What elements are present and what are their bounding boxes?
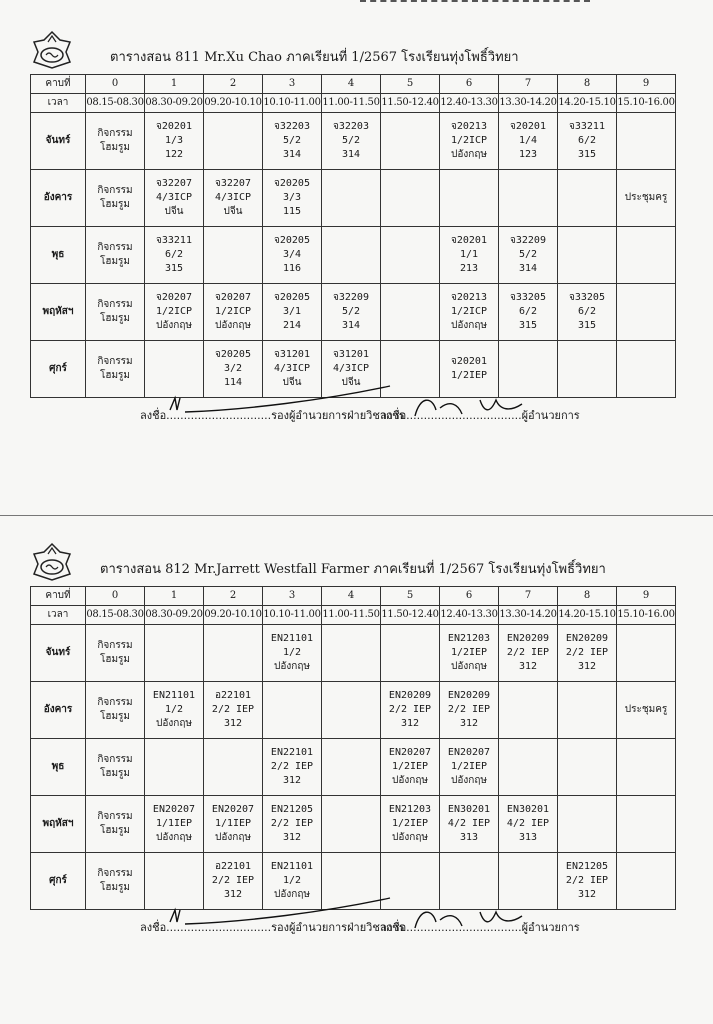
class-cell: EN30201 4/2 IEP 313 xyxy=(440,796,499,853)
class-cell xyxy=(381,227,440,284)
signature-director-label: ลงชื่อ.................................ผู้อำนวยการ xyxy=(380,921,580,934)
signature-director-label: ลงชื่อ.................................ผู้อำนวยการ xyxy=(380,409,580,422)
class-cell: จ32207 4/3ICP ปจีน xyxy=(204,170,263,227)
period-number: 9 xyxy=(617,587,676,606)
day-name: พฤหัสฯ xyxy=(31,284,86,341)
period-number: 0 xyxy=(86,75,145,94)
class-cell: กิจกรรม โฮมรูม xyxy=(86,739,145,796)
class-cell: กิจกรรม โฮมรูม xyxy=(86,341,145,398)
class-cell xyxy=(145,625,204,682)
class-cell xyxy=(263,682,322,739)
day-name: จันทร์ xyxy=(31,625,86,682)
school-emblem-icon xyxy=(30,542,74,582)
school-emblem-icon xyxy=(30,30,74,70)
class-cell: EN21101 1/2 ปอังกฤษ xyxy=(263,625,322,682)
day-name: ศุกร์ xyxy=(31,341,86,398)
class-cell: จ20205 3/3 115 xyxy=(263,170,322,227)
class-cell xyxy=(617,625,676,682)
class-cell xyxy=(204,227,263,284)
class-cell xyxy=(558,796,617,853)
period-number: 4 xyxy=(322,587,381,606)
class-cell: ประชุมครู xyxy=(617,170,676,227)
class-cell xyxy=(617,227,676,284)
period-time: 13.30-14.20 xyxy=(499,94,558,113)
class-cell xyxy=(322,739,381,796)
period-number: 5 xyxy=(381,75,440,94)
timetable-title: ตารางสอน 812 Mr.Jarrett Westfall Farmer ภาคเรียนที่ 1/2567 โรงเรียนทุ่งโพธิ์วิทยา xyxy=(100,562,606,577)
period-time: 10.10-11.00 xyxy=(263,606,322,625)
period-number: 1 xyxy=(145,75,204,94)
class-cell: EN20207 1/1IEP ปอังกฤษ xyxy=(145,796,204,853)
day-row xyxy=(31,625,676,682)
timetable-header xyxy=(30,540,675,586)
page-divider xyxy=(0,515,713,516)
class-cell xyxy=(558,170,617,227)
period-time: 08.30-09.20 xyxy=(145,94,204,113)
class-cell: EN20209 2/2 IEP 312 xyxy=(381,682,440,739)
class-cell xyxy=(617,739,676,796)
period-time: 11.50-12.40 xyxy=(381,94,440,113)
period-time: 09.20-10.10 xyxy=(204,606,263,625)
class-cell: จ32209 5/2 314 xyxy=(499,227,558,284)
signature-line xyxy=(30,398,675,428)
class-cell: EN21203 1/2IEP ปอังกฤษ xyxy=(440,625,499,682)
day-row xyxy=(31,227,676,284)
class-cell: ประชุมครู xyxy=(617,682,676,739)
day-row xyxy=(31,682,676,739)
signature-vp-label: ลงชื่อ..............................รองผู้อำนวยการฝ่ายวิชาการ xyxy=(140,409,405,422)
day-name: พุธ xyxy=(31,227,86,284)
day-name: ศุกร์ xyxy=(31,853,86,910)
period-number: 2 xyxy=(204,75,263,94)
day-name: จันทร์ xyxy=(31,113,86,170)
class-cell xyxy=(204,113,263,170)
period-time: 11.00-11.50 xyxy=(322,94,381,113)
period-time: 15.10-16.00 xyxy=(617,94,676,113)
period-time: 15.10-16.00 xyxy=(617,606,676,625)
class-cell: จ31201 4/3ICP ปจีน xyxy=(322,341,381,398)
signature-line xyxy=(30,910,675,940)
period-time: 08.30-09.20 xyxy=(145,606,204,625)
period-time: 10.10-11.00 xyxy=(263,94,322,113)
class-cell xyxy=(322,796,381,853)
class-cell xyxy=(204,625,263,682)
class-cell xyxy=(322,625,381,682)
class-cell xyxy=(440,170,499,227)
class-cell xyxy=(558,341,617,398)
class-cell xyxy=(558,739,617,796)
class-cell xyxy=(617,284,676,341)
class-cell: จ32209 5/2 314 xyxy=(322,284,381,341)
class-cell: จ20207 1/2ICP ปอังกฤษ xyxy=(204,284,263,341)
class-cell: EN21101 1/2 ปอังกฤษ xyxy=(145,682,204,739)
class-cell xyxy=(322,682,381,739)
day-name: อังคาร xyxy=(31,170,86,227)
class-cell: จ32203 5/2 314 xyxy=(322,113,381,170)
timetable-header xyxy=(30,28,675,74)
class-cell xyxy=(558,227,617,284)
timetable-812 xyxy=(30,540,675,940)
class-cell: กิจกรรม โฮมรูม xyxy=(86,227,145,284)
class-cell: จ20205 3/4 116 xyxy=(263,227,322,284)
class-cell: จ31201 4/3ICP ปจีน xyxy=(263,341,322,398)
class-cell: จ32203 5/2 314 xyxy=(263,113,322,170)
day-row xyxy=(31,170,676,227)
period-number: 0 xyxy=(86,587,145,606)
class-cell: จ20201 1/2IEP xyxy=(440,341,499,398)
class-cell: จ33211 6/2 315 xyxy=(558,113,617,170)
day-name: พุธ xyxy=(31,739,86,796)
class-cell xyxy=(617,341,676,398)
class-cell: EN22101 2/2 IEP 312 xyxy=(263,739,322,796)
day-name: อังคาร xyxy=(31,682,86,739)
time-label: เวลา xyxy=(31,94,86,113)
class-cell: กิจกรรม โฮมรูม xyxy=(86,170,145,227)
class-cell: EN21205 2/2 IEP 312 xyxy=(263,796,322,853)
class-cell xyxy=(558,682,617,739)
signature-vp-label: ลงชื่อ..............................รองผู้อำนวยการฝ่ายวิชาการ xyxy=(140,921,405,934)
class-cell: กิจกรรม โฮมรูม xyxy=(86,853,145,910)
class-cell xyxy=(499,853,558,910)
period-time: 13.30-14.20 xyxy=(499,606,558,625)
class-cell: กิจกรรม โฮมรูม xyxy=(86,284,145,341)
period-number: 6 xyxy=(440,75,499,94)
class-cell: จ20205 3/2 114 xyxy=(204,341,263,398)
period-number: 4 xyxy=(322,75,381,94)
class-cell: อ22101 2/2 IEP 312 xyxy=(204,682,263,739)
class-cell: จ33205 6/2 315 xyxy=(499,284,558,341)
period-number: 7 xyxy=(499,75,558,94)
class-cell: จ33211 6/2 315 xyxy=(145,227,204,284)
period-time: 08.15-08.30 xyxy=(86,94,145,113)
day-row xyxy=(31,113,676,170)
day-row xyxy=(31,284,676,341)
class-cell: จ20207 1/2ICP ปอังกฤษ xyxy=(145,284,204,341)
class-cell: กิจกรรม โฮมรูม xyxy=(86,682,145,739)
period-time: 14.20-15.10 xyxy=(558,606,617,625)
class-cell xyxy=(145,739,204,796)
class-cell: EN20209 2/2 IEP 312 xyxy=(499,625,558,682)
period-time: 08.15-08.30 xyxy=(86,606,145,625)
class-cell xyxy=(322,227,381,284)
period-time: 14.20-15.10 xyxy=(558,94,617,113)
class-cell: จ20213 1/2ICP ปอังกฤษ xyxy=(440,284,499,341)
class-cell xyxy=(499,739,558,796)
day-name: พฤหัสฯ xyxy=(31,796,86,853)
class-cell xyxy=(499,341,558,398)
period-label: คาบที่ xyxy=(31,587,86,606)
period-number: 6 xyxy=(440,587,499,606)
period-number: 5 xyxy=(381,587,440,606)
class-cell xyxy=(381,625,440,682)
schedule-table xyxy=(30,74,676,398)
period-label: คาบที่ xyxy=(31,75,86,94)
class-cell xyxy=(322,170,381,227)
period-number: 8 xyxy=(558,587,617,606)
class-cell xyxy=(204,739,263,796)
period-number: 8 xyxy=(558,75,617,94)
class-cell: จ20201 1/4 123 xyxy=(499,113,558,170)
class-cell: EN21205 2/2 IEP 312 xyxy=(558,853,617,910)
class-cell: จ20205 3/1 214 xyxy=(263,284,322,341)
class-cell: กิจกรรม โฮมรูม xyxy=(86,625,145,682)
timetable-811 xyxy=(30,28,675,428)
period-time: 12.40-13.30 xyxy=(440,94,499,113)
class-cell: จ32207 4/3ICP ปจีน xyxy=(145,170,204,227)
torn-top-edge xyxy=(360,0,590,6)
period-number: 9 xyxy=(617,75,676,94)
class-cell xyxy=(499,682,558,739)
class-cell: จ20213 1/2ICP ปอังกฤษ xyxy=(440,113,499,170)
class-cell: กิจกรรม โฮมรูม xyxy=(86,796,145,853)
class-cell: จ20201 1/3 122 xyxy=(145,113,204,170)
period-time: 12.40-13.30 xyxy=(440,606,499,625)
period-number: 3 xyxy=(263,587,322,606)
class-cell xyxy=(381,113,440,170)
class-cell: EN21203 1/2IEP ปอังกฤษ xyxy=(381,796,440,853)
period-time: 11.00-11.50 xyxy=(322,606,381,625)
class-cell: EN20207 1/1IEP ปอังกฤษ xyxy=(204,796,263,853)
class-cell: EN21101 1/2 ปอังกฤษ xyxy=(263,853,322,910)
class-cell: จ33205 6/2 315 xyxy=(558,284,617,341)
period-number: 3 xyxy=(263,75,322,94)
period-time: 11.50-12.40 xyxy=(381,606,440,625)
class-cell xyxy=(617,113,676,170)
schedule-table xyxy=(30,586,676,910)
class-cell: จ20201 1/1 213 xyxy=(440,227,499,284)
class-cell xyxy=(499,170,558,227)
period-number: 7 xyxy=(499,587,558,606)
class-cell xyxy=(381,170,440,227)
class-cell: EN20207 1/2IEP ปอังกฤษ xyxy=(440,739,499,796)
class-cell xyxy=(617,853,676,910)
timetable-title: ตารางสอน 811 Mr.Xu Chao ภาคเรียนที่ 1/2567 โรงเรียนทุ่งโพธิ์วิทยา xyxy=(110,50,519,65)
class-cell xyxy=(440,853,499,910)
period-number: 1 xyxy=(145,587,204,606)
class-cell: อ22101 2/2 IEP 312 xyxy=(204,853,263,910)
class-cell: EN20209 2/2 IEP 312 xyxy=(440,682,499,739)
class-cell: EN20207 1/2IEP ปอังกฤษ xyxy=(381,739,440,796)
class-cell: EN30201 4/2 IEP 313 xyxy=(499,796,558,853)
class-cell xyxy=(381,284,440,341)
class-cell xyxy=(617,796,676,853)
period-number: 2 xyxy=(204,587,263,606)
day-row xyxy=(31,796,676,853)
time-label: เวลา xyxy=(31,606,86,625)
class-cell: EN20209 2/2 IEP 312 xyxy=(558,625,617,682)
class-cell: กิจกรรม โฮมรูม xyxy=(86,113,145,170)
period-time: 09.20-10.10 xyxy=(204,94,263,113)
day-row xyxy=(31,739,676,796)
